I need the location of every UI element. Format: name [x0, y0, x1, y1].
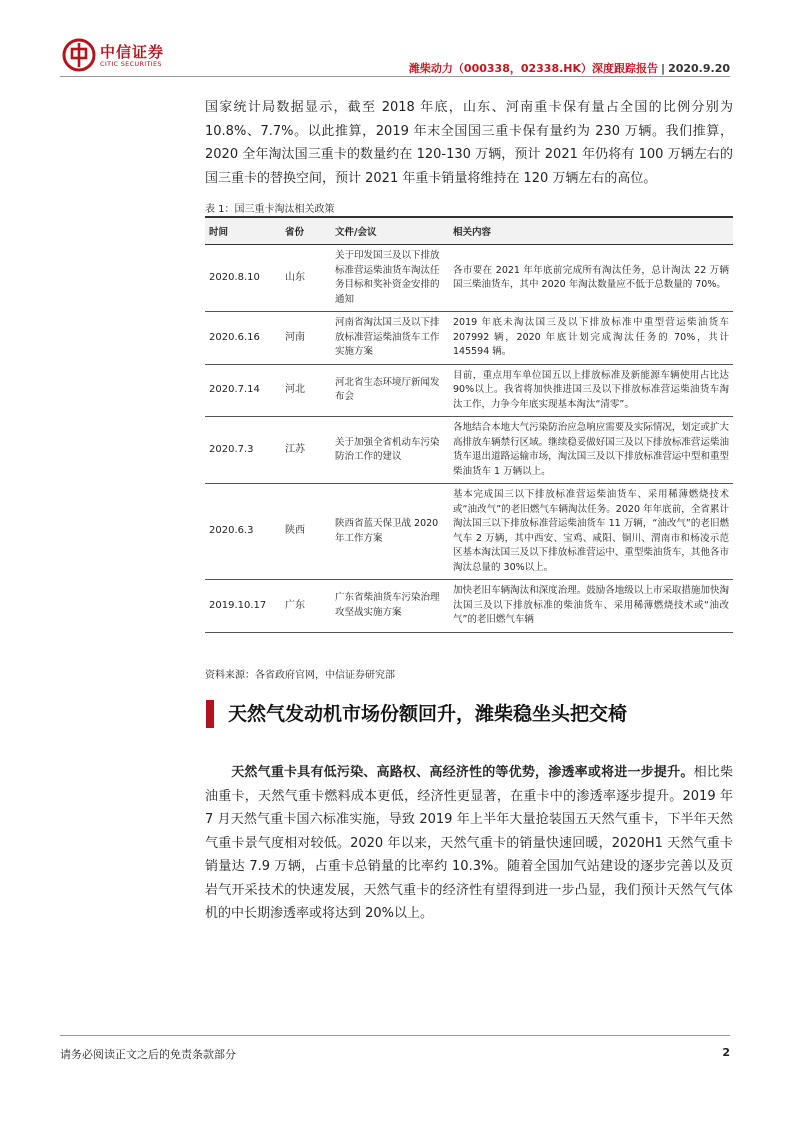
col-header-province: 省份 — [281, 217, 331, 245]
cell-province: 广东 — [281, 580, 331, 633]
cell-province: 河南 — [281, 312, 331, 365]
table-header-row — [205, 217, 733, 245]
citic-logo — [62, 38, 182, 72]
section-title: 天然气发动机市场份额回升，潍柴稳坐头把交椅 — [228, 703, 628, 725]
body-paragraph — [205, 761, 733, 926]
col-header-document: 文件/会议 — [331, 217, 449, 245]
cell-document: 广东省柴油货车污染治理攻坚战实施方案 — [331, 580, 449, 633]
cell-content: 各市要在 2021 年年底前完成所有淘汰任务，总计淘汰 22 万辆国三柴油货车，其中 2020 年淘汰数量应不低于总数量的 70%。 — [449, 245, 733, 312]
header-report-info — [409, 60, 730, 76]
paragraph-lead-sentence: 天然气重卡具有低污染、高路权、高经济性的等优势，渗透率或将进一步提升。 — [231, 765, 694, 780]
cell-province: 陕西 — [281, 484, 331, 580]
cell-time: 2020.7.3 — [205, 417, 281, 484]
report-date: 2020.9.20 — [668, 62, 730, 75]
table-header — [205, 217, 733, 245]
cell-time: 2020.7.14 — [205, 364, 281, 417]
cell-document: 关于印发国三及以下排放标准营运柴油货车淘汰任务目标和奖补资金安排的通知 — [331, 245, 449, 312]
report-title: 潍柴动力（000338，02338.HK）深度跟踪报告 — [408, 62, 659, 75]
cell-document: 河南省淘汰国三及以下排放标准营运柴油货车工作实施方案 — [331, 312, 449, 365]
table-row — [205, 245, 733, 312]
cell-document: 河北省生态环境厅新闻发布会 — [331, 364, 449, 417]
table-row — [205, 364, 733, 417]
cell-time: 2019.10.17 — [205, 580, 281, 633]
intro-paragraph-text: 国家统计局数据显示，截至 2018 年底，山东、河南重卡保有量占全国的比例分别为 10.8%、7.7%。以此推算，2019 年末全国国三重卡保有量约为 230 万辆。我们推算，2020 全年淘汰国三重卡的数量约在 120-130 万辆，预计 2021 年仍将有 100 万辆左右的国三重卡的替换空间，预计 2021 年重卡销量将维持在 120 万辆左右的高位。 — [205, 100, 733, 186]
table-caption: 表 1：国三重卡淘汰相关政策 — [205, 204, 335, 215]
logo-english-name: CITIC SECURITIES — [100, 60, 162, 68]
table-row — [205, 484, 733, 580]
cell-province: 河北 — [281, 364, 331, 417]
page-number: 2 — [722, 1046, 730, 1059]
cell-document: 陕西省蓝天保卫战 2020 年工作方案 — [331, 484, 449, 580]
table-body — [205, 245, 733, 633]
cell-content: 各地结合本地大气污染防治应急响应需要及实际情况，划定或扩大高排放车辆禁行区域。继续稳妥做好国三及以下排放标准营运柴油货车退出道路运输市场，淘汰国三及以下排放标准营运中型和重型柴油货车 1 万辆以上。 — [449, 417, 733, 484]
policy-table-grid — [205, 216, 733, 633]
intro-paragraph — [205, 96, 733, 190]
page-header — [60, 36, 730, 76]
section-marker — [206, 700, 214, 728]
cell-province: 江苏 — [281, 417, 331, 484]
table-row — [205, 312, 733, 365]
col-header-content: 相关内容 — [449, 217, 733, 245]
cell-time: 2020.6.16 — [205, 312, 281, 365]
citic-logo-icon — [62, 38, 96, 72]
policy-table — [205, 216, 733, 633]
body-paragraph-text — [205, 761, 733, 926]
cell-province: 山东 — [281, 245, 331, 312]
cell-content: 加快老旧车辆淘汰和深度治理。鼓励各地级以上市采取措施加快淘汰国三及以下排放标准的柴油货车、采用稀薄燃烧技术或“油改气”的老旧燃气车辆 — [449, 580, 733, 633]
cell-content: 目前，重点用车单位国五以上排放标准及新能源车辆使用占比达 90%以上。我省将加快推进国三及以下排放标准营运柴油货车淘汰工作，力争今年底实现基本淘汰“清零”。 — [449, 364, 733, 417]
table-row — [205, 417, 733, 484]
cell-document: 关于加强全省机动车污染防治工作的建议 — [331, 417, 449, 484]
logo-chinese-name: 中信证券 — [100, 43, 165, 61]
cell-time: 2020.8.10 — [205, 245, 281, 312]
col-header-time: 时间 — [205, 217, 281, 245]
cell-content: 2019 年底未淘汰国三及以下排放标准中重型营运柴油货车 207992 辆，2020 年底计划完成淘汰任务的 70%，共计 145594 辆。 — [449, 312, 733, 365]
table-source: 资料来源：各省政府官网，中信证券研究部 — [205, 670, 395, 681]
footer-disclaimer: 请务必阅读正文之后的免责条款部分 — [60, 1048, 236, 1061]
footer-divider — [60, 1035, 730, 1036]
cell-time: 2020.6.3 — [205, 484, 281, 580]
cell-content: 基本完成国三以下排放标准营运柴油货车、采用稀薄燃烧技术或“油改气”的老旧燃气车辆淘汰任务。2020 年年底前，全省累计淘汰国三以下排放标准营运柴油货车 11 万辆，“油改气”的老旧燃气车 2 万辆，其中西安、宝鸡、咸阳、铜川、渭南市和杨凌示范区基本淘汰国三及以下排放标准营运中、重型柴油货车，其他各市淘汰总量的 30%以上。 — [449, 484, 733, 580]
header-divider — [60, 76, 730, 77]
table-row — [205, 580, 733, 633]
header-separator: | — [661, 62, 666, 75]
paragraph-body-text: 相比柴油重卡，天然气重卡燃料成本更低，经济性更显著，在重卡中的渗透率逐步提升。2019 年 7 月天然气重卡国六标准实施，导致 2019 年上半年大量抢装国五天然气重卡，下半年天然气重卡景气度相对较低。2020 年以来，天然气重卡的销量快速回暖，2020H1 天然气重卡销量达 7.9 万辆，占重卡总销量的比率约 10.3%。随着全国加气站建设的逐步完善以及页岩气开采技术的快速发展，天然气重卡的经济性有望得到进一步凸显，我们预计天然气气体机的中长期渗透率或将达到 20%以上。 — [205, 765, 733, 921]
